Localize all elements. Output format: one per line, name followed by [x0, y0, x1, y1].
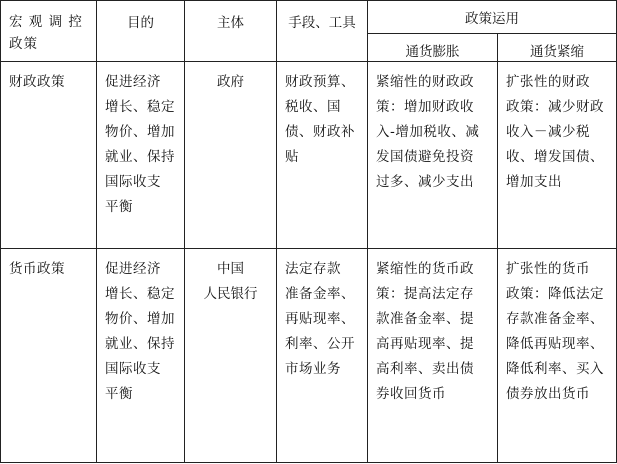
header-subject-text: 主体	[217, 15, 244, 31]
deflation-text: 扩张性的财政 政策：减少财政 收入－减少税 收、增发国债、 增加支出	[506, 74, 604, 190]
cell-goal	[97, 249, 185, 463]
header-cell-policy-type	[1, 1, 97, 62]
header-policy-type-text: 宏 观 调 控 政策	[9, 14, 83, 52]
subject-text: 政府	[217, 74, 244, 90]
cell-policy	[1, 62, 97, 249]
header-cell-tools	[277, 1, 368, 62]
cell-tools	[277, 62, 368, 249]
cell-subject	[185, 62, 277, 249]
cell-tools	[277, 249, 368, 463]
inflation-text: 紧缩性的货币政 策：提高法定存 款准备金率、提 高再贴现率、提 高利率、卖出债 券收回货币	[376, 261, 474, 402]
header-cell-goal	[97, 1, 185, 62]
cell-deflation	[498, 62, 617, 249]
header-tools-text: 手段、工具	[288, 15, 356, 31]
deflation-text: 扩张性的货币 政策：降低法定 存款准备金率、 降低再贴现率、 降低利率、买入 债券放出货币	[506, 261, 604, 402]
cell-policy	[1, 249, 97, 463]
cell-deflation	[498, 249, 617, 463]
tools-text: 法定存款 准备金率、 再贴现率、 利率、公开 市场业务	[285, 261, 355, 377]
header-cell-inflation	[368, 34, 498, 62]
header-cell-subject	[185, 1, 277, 62]
header-goal-text: 目的	[127, 15, 154, 31]
table-row-monetary	[1, 249, 617, 463]
cell-inflation	[368, 62, 498, 249]
cell-inflation	[368, 249, 498, 463]
table-row-fiscal	[1, 62, 617, 249]
cell-subject	[185, 249, 277, 463]
header-cell-usage	[368, 1, 617, 34]
subject-text: 中国 人民银行	[203, 261, 258, 302]
header-inflation-text: 通货膨胀	[405, 44, 460, 60]
header-usage-text: 政策运用	[465, 11, 519, 27]
goal-text: 促进经济 增长、稳定 物价、增加 就业、保持 国际收支 平衡	[105, 74, 175, 215]
policy-name: 货币政策	[9, 261, 65, 277]
header-cell-deflation	[498, 34, 617, 62]
cell-goal	[97, 62, 185, 249]
tools-text: 财政预算、 税收、国 债、财政补 贴	[285, 74, 355, 165]
policy-name: 财政政策	[9, 74, 65, 90]
header-deflation-text: 通货紧缩	[530, 44, 584, 60]
inflation-text: 紧缩性的财政政 策：增加财政收 入-增加税收、减 发国债避免投资 过多、减少支出	[376, 74, 480, 190]
goal-text: 促进经济 增长、稳定 物价、增加 就业、保持 国际收支 平衡	[105, 261, 175, 402]
